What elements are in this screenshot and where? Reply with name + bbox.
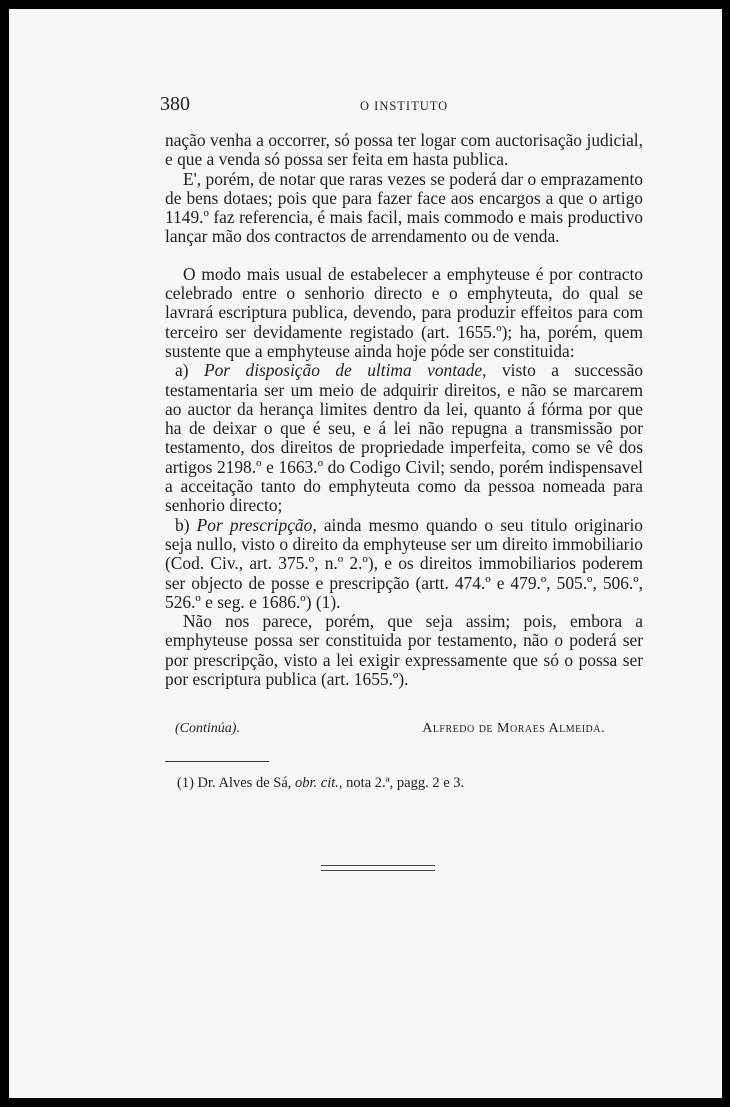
footnote-divider (165, 761, 269, 762)
paragraph-continued: nação venha a occorrer, só possa ter logar com auctorisação judicial, e que a venda só possa ser feita em hasta publica. (165, 130, 643, 170)
item-a-text: visto a successão testamentaria ser um meio de adquirir direitos, e não se marcarem ao auctor da herança limites dentro da lei, quanto á fórma por que ha de deixar o que é seu, e á lei não repugna a transmissão por testamento, dos direitos de propriedade imperfeita, como se vê dos artigos 2198.º e 1663.º do Codigo Civil; sendo, porém indispensavel a acceitação tanto do emphyteuta como da pessoa nomeada para senhorio directo; (165, 360, 643, 516)
item-b-heading: Por prescripção, (196, 514, 317, 535)
journal-title: O INSTITUTO (360, 99, 449, 113)
paragraph-conclusion: Não nos parece, porém, que seja assim; pois, embora a emphyteuse possa ser constituida por testamento, não o poderá ser por prescripção, visto a lei exigir expressamente que só o possa ser por escriptura publica (art. 1655.º). (165, 611, 643, 690)
list-item-b (165, 516, 643, 612)
item-a-marker: a) (175, 360, 189, 381)
body-text (165, 131, 643, 689)
footnote-text-after: nota 2.ª, pagg. 2 e 3. (346, 775, 465, 791)
footnote (177, 775, 464, 792)
footnote-marker: (1) (177, 775, 194, 791)
continua-note: (Continúa). (175, 721, 240, 736)
item-a-heading: Por disposição de ultima vontade, (203, 360, 487, 381)
footnote-text-before: Dr. Alves de Sá, (197, 775, 292, 791)
footnote-citation: obr. cit., (295, 775, 343, 791)
item-b-marker: b) (175, 514, 190, 535)
running-head (9, 87, 722, 117)
end-rule-top (321, 865, 435, 866)
author-name: Alfredo de Moraes Almeida. (422, 721, 605, 736)
list-item-a (165, 361, 643, 515)
paragraph-emprazamento: E', porém, de notar que raras vezes se poderá dar o emprazamento de bens dotaes; pois que para fazer face aos encargos a que o artigo 1149.º faz referencia, é mais facil, mais commodo e mais productivo lançar mão dos contractos de arrendamento ou de venda. (165, 168, 643, 247)
end-rule-bottom (321, 870, 435, 871)
page (9, 9, 722, 1098)
item-b-text: ainda mesmo quando o seu titulo originario seja nullo, visto o direito da emphyteuse ser um direito immobiliario (Cod. Civ., art. 375.º, n.º 2.º), e os direitos immobiliarios poderem ser objecto de posse e prescripção (artt. 474.º e 479.º, 505.º, 506.º, 526.º e seg. e 1686.º) (1). (165, 514, 643, 612)
page-number: 380 (160, 93, 190, 115)
paragraph-modo-usual: O modo mais usual de estabelecer a emphyteuse é por contracto celebrado entre o senhorio directo e o emphyteuta, do qual se lavrará escriptura publica, devendo, para produzir effeitos para com terceiro ser devidamente registado (art. 1655.º); ha, porém, quem sustente que a emphyteuse ainda hoje póde ser constituida: (165, 263, 643, 361)
